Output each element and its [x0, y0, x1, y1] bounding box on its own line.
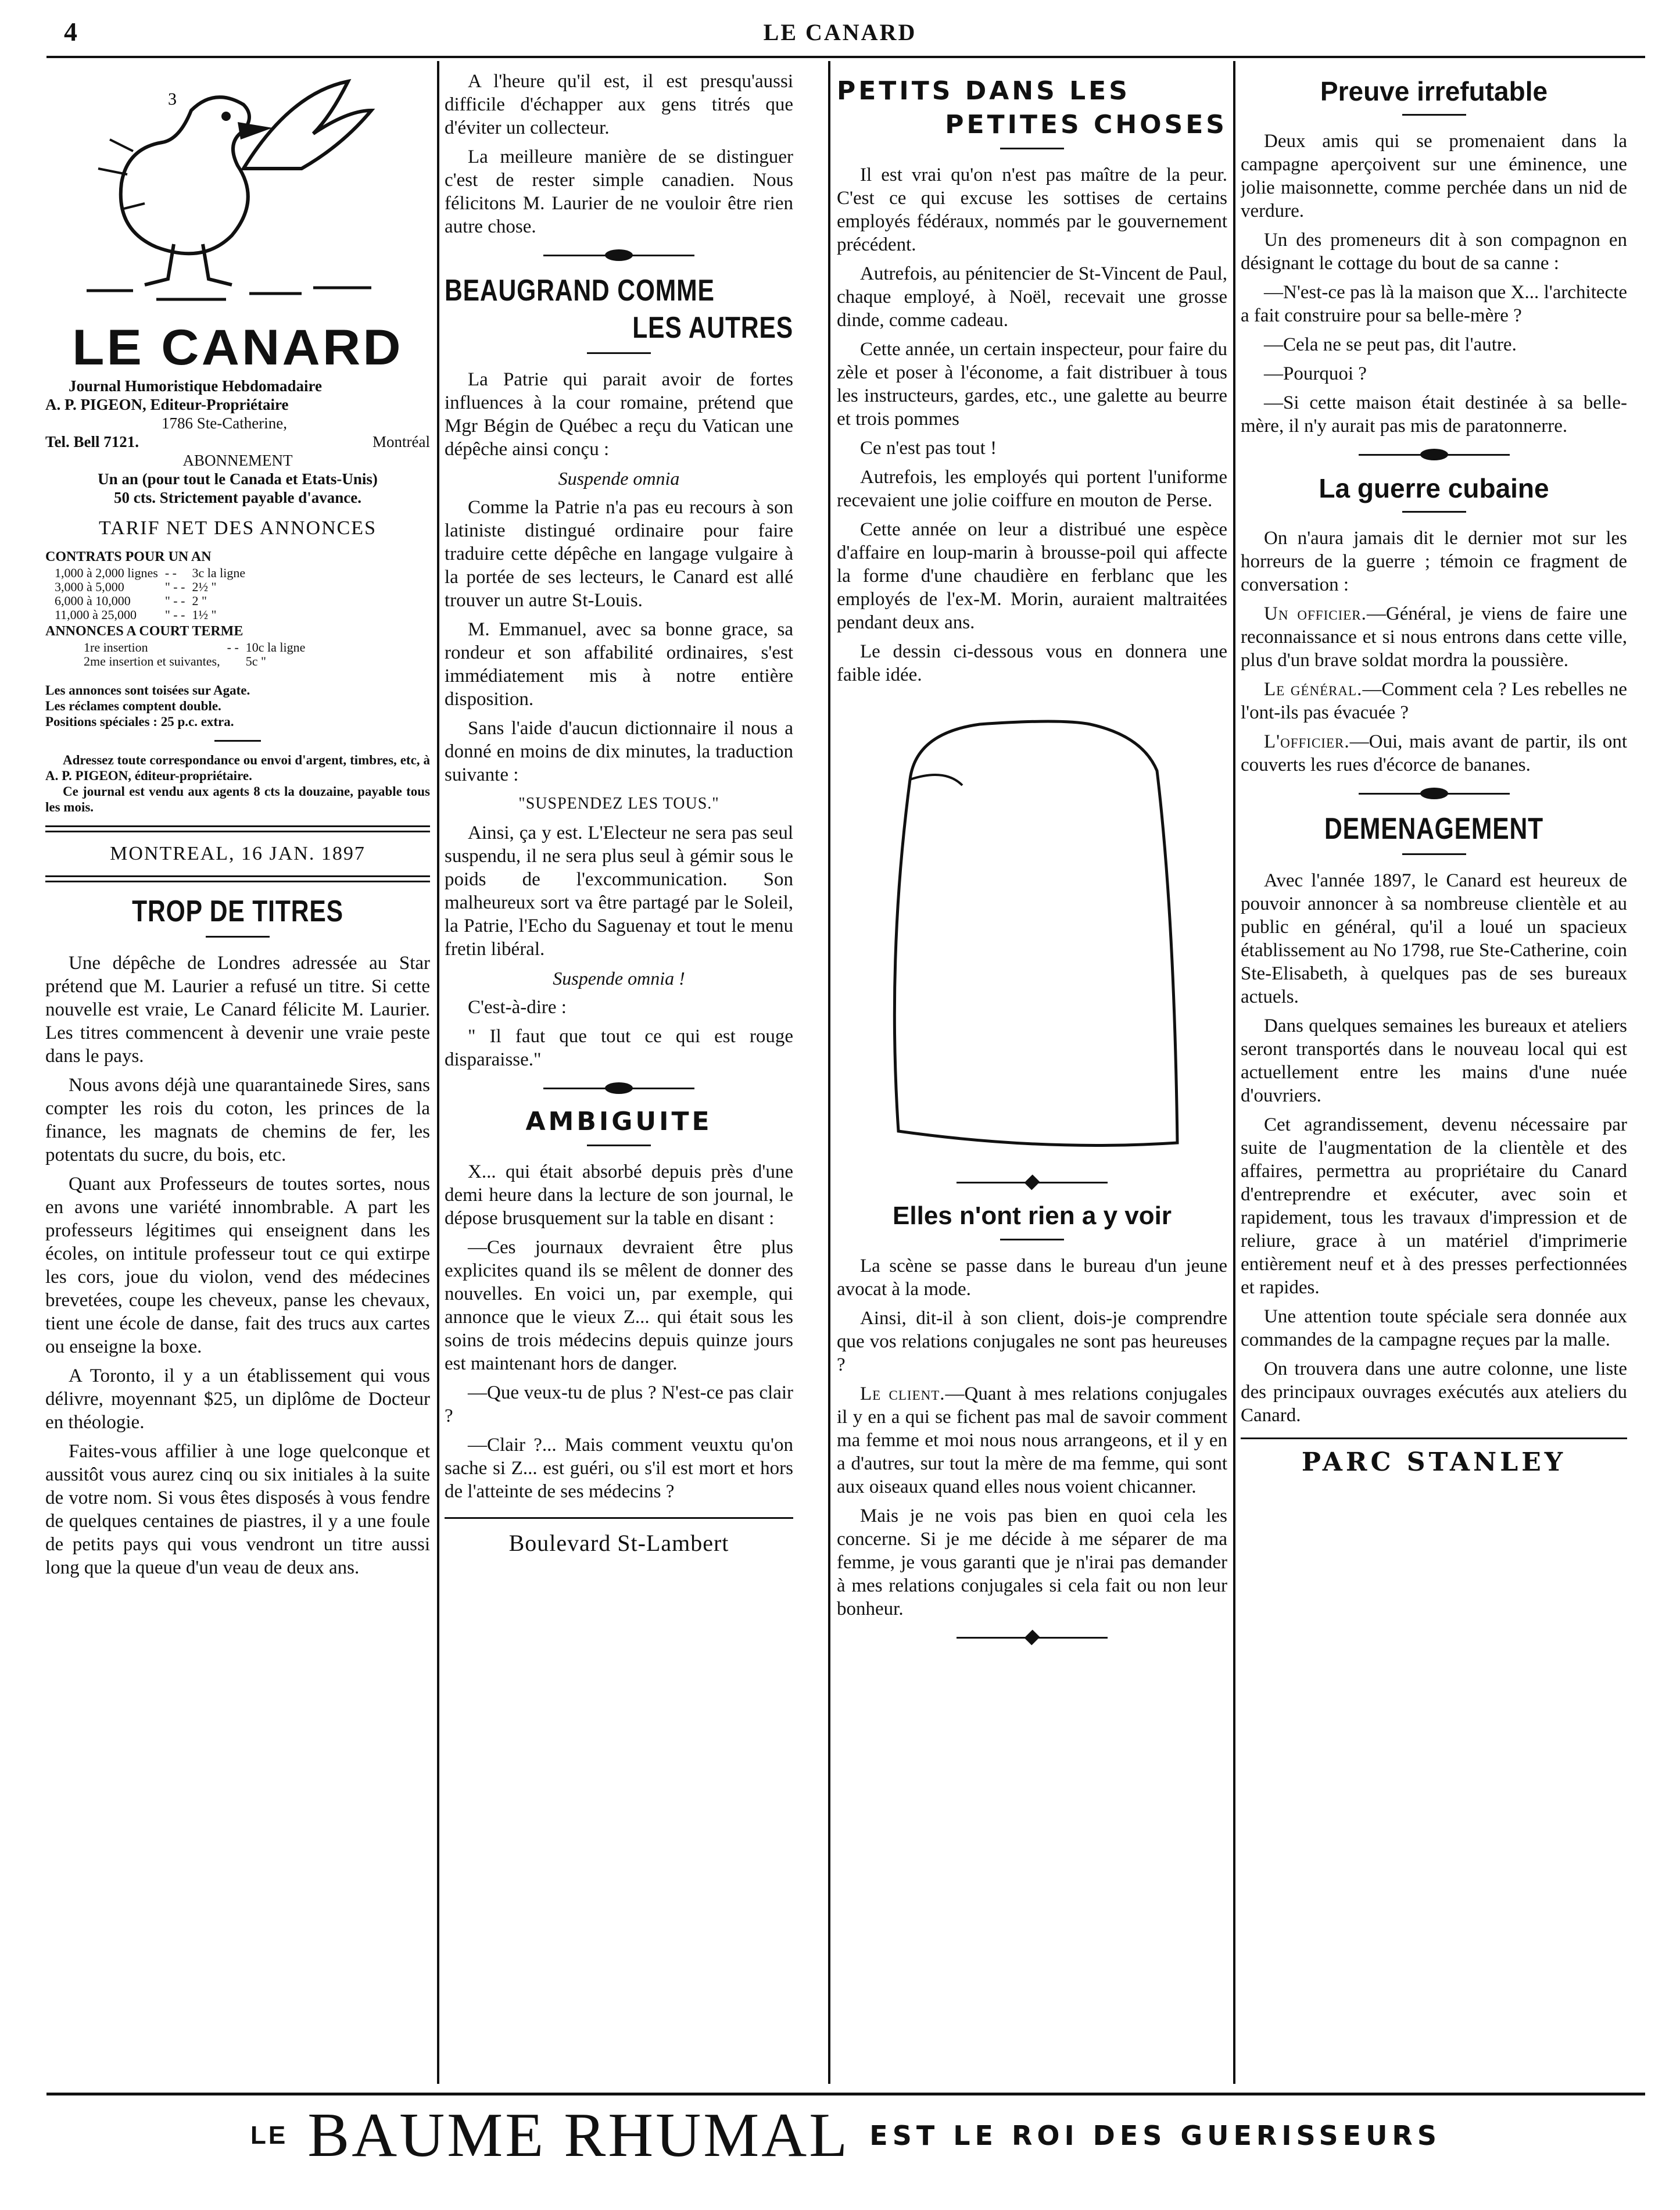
masthead-publisher: A. P. PIGEON, Editeur-Propriétaire: [45, 396, 289, 413]
contrats-title: CONTRATS POUR UN AN: [45, 549, 212, 564]
latin-quote: Suspende omnia !: [553, 968, 685, 989]
running-title: LE CANARD: [763, 19, 917, 45]
ornament-divider: [957, 1630, 1108, 1645]
issue-date: MONTREAL, 16 JAN. 1897: [110, 843, 366, 864]
article-paragraph: X... qui était absorbé depuis près d'une demi heure dans la lecture de son journal, le dépose brusquement sur la table en disant :: [445, 1161, 793, 1229]
article-paragraph: La meilleure manière de se distinguer c'est de rester simple canadien. Nous félicitons M. Laurier de ne vouloir être rien autre chose.: [445, 146, 793, 237]
divider: [206, 936, 270, 938]
divider: [214, 740, 261, 742]
page-number: 4: [64, 17, 77, 47]
header-rule: [46, 56, 1645, 58]
article-title: DEMENAGEMENT: [1324, 812, 1544, 846]
ornament-divider: [1359, 786, 1510, 801]
speaker-label: L'officier.: [1264, 731, 1350, 752]
contrats-table: [51, 566, 249, 622]
article-title: PETITES CHOSES: [945, 110, 1227, 140]
column-footer: Boulevard St-Lambert: [508, 1530, 729, 1556]
article-paragraph: Un des promeneurs dit à son compagnon en désignant le cottage du bout de sa canne :: [1241, 230, 1627, 274]
latin-quote: Suspende omnia: [558, 468, 680, 489]
duck-logo-icon: [52, 70, 424, 314]
article-paragraph: Cette année on leur a distribué une espèce d'affaire en loup-marin à brousse-poil qui affecte la forme d'une chaudière en ferblanc que les employés de l'ex-M. Morin, auraient maltraitées pendant deux ans.: [837, 519, 1227, 633]
divider: [1000, 148, 1064, 149]
table-row: 11,000 à 25,000 " - - 1½ ": [55, 607, 217, 622]
article-title: TROP DE TITRES: [132, 895, 343, 928]
article-title: PETITS DANS LES: [837, 76, 1130, 106]
article-paragraph: Autrefois, les employés qui portent l'uniforme recevaient une jolie coiffure en mouton de Perse.: [837, 467, 1227, 511]
article-title: AMBIGUITE: [525, 1107, 712, 1136]
article-title: BEAUGRAND COMME: [445, 274, 715, 307]
article-paragraph: Le dessin ci-dessous vous en donnera une faible idée.: [837, 641, 1227, 685]
table-row: 1,000 à 2,000 lignes - - 3c la ligne: [55, 566, 246, 580]
article-paragraph: Deux amis qui se promenaient dans la campagne aperçoivent sur une éminence, une jolie maisonnette, comme perchée dans un nid de verdure.: [1241, 131, 1627, 221]
double-rule: [45, 825, 430, 832]
masthead-title: LE CANARD: [72, 320, 403, 376]
table-row: 2me insertion et suivantes, 5c ": [84, 654, 267, 668]
article-paragraph: Mais je ne vois pas bien en quoi cela les concerne. Si je me décide à me séparer de ma femme, je vous garanti que je n'irai pas demander à mes relations conjugales si cela fait ou non leur bonheur.: [837, 1505, 1227, 1619]
article-paragraph: —Cela ne se peut pas, dit l'autre.: [1264, 334, 1517, 355]
article-paragraph: Sans l'aide d'aucun dictionnaire il nous a donné en moins de dix minutes, la traduction suivante :: [445, 718, 793, 785]
article-paragraph: M. Emmanuel, avec sa bonne grace, sa rondeur et son affabilité ordinaires, s'est immédiatement mis à notre entière disposition.: [445, 619, 793, 710]
column-rule: [437, 61, 439, 2084]
court-table: [80, 641, 309, 668]
article-paragraph: —Pourquoi ?: [1264, 363, 1367, 384]
article-title: LES AUTRES: [632, 311, 793, 345]
note: Les réclames comptent double.: [45, 699, 221, 713]
article-paragraph: A l'heure qu'il est, il est presqu'aussi difficile d'échapper aux gens titrés que d'éviter un collecteur.: [445, 71, 793, 138]
article-paragraph: Une attention toute spéciale sera donnée aux commandes de la campagne reçues par la malle.: [1241, 1306, 1627, 1350]
article-title: Elles n'ont rien a y voir: [893, 1201, 1172, 1230]
tarif-title: TARIF NET DES ANNONCES: [99, 517, 377, 539]
column-3: [837, 70, 1227, 2081]
article-paragraph: —Si cette maison était destinée à sa belle-mère, il n'y aurait pas mis de paratonnerre.: [1241, 392, 1627, 437]
column-rule: [828, 61, 830, 2084]
article-paragraph: —Clair ?... Mais comment veuxtu qu'on sache si Z... est guéri, ou s'il est mort et hors de l'atteinte de ses médecins ?: [445, 1435, 793, 1502]
table-row: 3,000 à 5,000 " - - 2½ ": [55, 580, 217, 594]
article-paragraph: Cet agrandissement, devenu nécessaire par suite de l'augmentation de la clientèle et des affaires, permettra au propriétaire du Canard d'entreprendre et exécuter, avec soin et rapidement, tous les travaux d'impression et de reliure, grace à un matériel d'imprimerie entièrement neuf et à des presses perfectionnées et rapides.: [1241, 1114, 1627, 1298]
ornament-divider: [1359, 447, 1510, 462]
column-2: [445, 70, 793, 2081]
bottom-rule: [46, 2093, 1645, 2095]
ornament-divider: [543, 1081, 694, 1096]
ad-slogan: EST LE ROI DES GUERISSEURS: [869, 2120, 1441, 2151]
article-paragraph: —Ces journaux devraient être plus explicites quand ils se mêlent de donner des nouvelles. En voici un, par exemple, qui annonce que le vieux Z... qui était sous les soins de trois médecins depuis quinze jours est maintenant hors de danger.: [445, 1237, 793, 1374]
divider: [587, 352, 651, 354]
ad-prefix: LE: [250, 2121, 288, 2150]
note: Les annonces sont toisées sur Agate.: [45, 683, 250, 698]
article-paragraph: " Il faut que tout ce qui est rouge disparaisse.": [445, 1026, 793, 1070]
article-paragraph: Un officier.—Général, je viens de faire une reconnaissance et si nous entrons dans cette ville, plus d'un brave soldat mordra la poussière.: [1241, 603, 1627, 671]
column-footer: PARC STANLEY: [1301, 1447, 1567, 1477]
speaker-label: Le client.: [860, 1383, 945, 1404]
article-paragraph: La Patrie qui parait avoir de fortes influences à la cour romaine, prétend que Mgr Bégin de Québec a reçu du Vatican une dépêche ainsi conçu :: [445, 369, 793, 460]
double-rule: [45, 875, 430, 882]
article-paragraph: Cette année, un certain inspecteur, pour faire du zèle et poser à l'économe, a fait distribuer à tous les instructeurs, gardes, etc., une galette au beurre et trois pommes: [837, 339, 1227, 430]
article-paragraph: La scène se passe dans le bureau d'un jeune avocat à la mode.: [837, 1256, 1227, 1300]
article-paragraph: —N'est-ce pas là la maison que X... l'architecte a fait construire pour sa belle-mère ?: [1241, 282, 1627, 326]
speaker-label: Le général.: [1264, 679, 1363, 700]
correspondance-notice: Adressez toute correspondance ou envoi d'argent, timbres, etc, à A. P. PIGEON, éditeur-propriétaire.: [45, 753, 430, 783]
svg-text:3: 3: [168, 90, 177, 109]
article-paragraph: Autrefois, au pénitencier de St-Vincent de Paul, chaque employé, à Noël, recevait une grosse dinde, comme cadeau.: [837, 263, 1227, 331]
rule: [1241, 1437, 1627, 1439]
divider: [1000, 1239, 1064, 1240]
article-paragraph: Ce n'est pas tout !: [860, 438, 997, 459]
divider: [587, 1145, 651, 1146]
article-paragraph: Faites-vous affilier à une loge quelconque et aussitôt vous aurez cinq ou six initiales à la suite de votre nom. Si vous êtes disposés à vous fendre de quelques centaines de piastres, il y a une foule de petits pays qui vous vendront un titre aussi long que la queue d'un veau de deux ans.: [45, 1441, 430, 1578]
ornament-divider: [543, 248, 694, 263]
column-rule: [1233, 61, 1235, 2084]
article-paragraph: Comme la Patrie n'a pas eu recours à son latiniste distingué ordinaire pour faire traduire cette dépêche en langage vulgaire à la portée de ses lecteurs, le Canard est allé trouver un autre St-Louis.: [445, 497, 793, 611]
article-paragraph: On n'aura jamais dit le dernier mot sur les horreurs de la guerre ; témoin ce fragment de conversation :: [1241, 528, 1627, 595]
article-paragraph: Ainsi, dit-il à son client, dois-je comprendre que vos relations conjugales ne sont pas heureuses ?: [837, 1308, 1227, 1375]
ornament-divider: [957, 1175, 1108, 1190]
abonnement-line-2: 50 cts. Strictement payable d'avance.: [114, 489, 361, 506]
masthead-city: Montréal: [372, 433, 430, 450]
divider: [1402, 114, 1466, 116]
article-paragraph: Dans quelques semaines les bureaux et ateliers seront transportés dans le nouveau local qui est actuellement entre les mains d'une nuée d'ouvriers.: [1241, 1015, 1627, 1106]
abonnement-title: ABONNEMENT: [182, 452, 293, 469]
agents-notice: Ce journal est vendu aux agents 8 cts la douzaine, payable tous les mois.: [45, 784, 430, 814]
translation-quote: "SUSPENDEZ LES TOUS.": [518, 795, 719, 813]
masthead-address: 1786 Ste-Catherine,: [162, 414, 287, 432]
article-paragraph: A Toronto, il y a un établissement qui vous délivre, moyennant $25, un diplôme de Docteur en théologie.: [45, 1365, 430, 1433]
note: Positions spéciales : 25 p.c. extra.: [45, 714, 234, 729]
court-title: ANNONCES A COURT TERME: [45, 624, 243, 639]
article-paragraph: —Que veux-tu de plus ? N'est-ce pas clair ?: [445, 1382, 793, 1426]
article-paragraph: L'officier.—Oui, mais avant de partir, ils ont couverts les rues d'écorce de bananes.: [1241, 731, 1627, 775]
article-paragraph: Ainsi, ça y est. L'Electeur ne sera pas seul suspendu, il ne sera plus seul à gémir sous le poids de l'excommunication. Son malheureux sort va être partagé par le Soleil, la Patrie, l'Echo du Saguenay et tout le menu fretin libéral.: [445, 823, 793, 960]
article-title: La guerre cubaine: [1319, 473, 1549, 503]
table-row: 1re insertion - - 10c la ligne: [84, 640, 306, 655]
article-paragraph: C'est-à-dire :: [468, 997, 567, 1018]
article-paragraph: Une dépêche de Londres adressée au Star prétend que M. Laurier a refusé un titre. Si cette nouvelle est vraie, Le Canard félicite M. Laurier. Les titres commencent à devenir une vraie peste dans le pays.: [45, 953, 430, 1067]
column-1: [45, 70, 430, 2081]
article-paragraph: Avec l'année 1897, le Canard est heureux de pouvoir annoncer à sa nombreuse clientèle et au public en général, qu'il a loué un spacieux établissement au No 1798, rue Ste-Catherine, coin Ste-Elisabeth, à quelques pas de ses bureaux actuels.: [1241, 870, 1627, 1007]
article-paragraph: Le client.—Quant à mes relations conjugales il y en a qui se fichent pas mal de savoir comment ma femme et moi nous nous arrangeons, et il y en a d'autres, sur tout la mère de ma femme, qui sont aux oiseaux quand elles nous voient chicanner.: [837, 1383, 1227, 1497]
article-paragraph: On trouvera dans une autre colonne, une liste des principaux ouvrages exécutés aux ateliers du Canard.: [1241, 1358, 1627, 1426]
divider: [1402, 853, 1466, 855]
article-paragraph: Nous avons déjà une quarantainede Sires, sans compter les rois du coton, les princes de la finance, les magnats de chemins de fer, les potentats du sucre, du bois, etc.: [45, 1075, 430, 1165]
masthead-subtitle: Journal Humoristique Hebdomadaire: [69, 377, 323, 395]
column-4: [1241, 70, 1627, 2081]
article-paragraph: Le général.—Comment cela ? Les rebelles ne l'ont-ils pas évacuée ?: [1241, 679, 1627, 723]
abonnement-line-1: Un an (pour tout le Canada et Etats-Unis): [98, 470, 378, 488]
advertisement-banner: [46, 2100, 1645, 2187]
article-paragraph: Il est vrai qu'on n'est pas maître de la peur. C'est ce qui excuse les sottises de certains employés fédéraux, nommés par le gouvernement précédent.: [837, 165, 1227, 255]
table-row: 6,000 à 10,000 " - - 2 ": [55, 593, 207, 608]
article-paragraph: Quant aux Professeurs de toutes sortes, nous en avons une variété innombrable. A part les professeurs légitimes qui enseignent dans les écoles, on intitule professeur tout ce qui extirpe les cors, joue du violon, vend des médecines brevetées, coupe les cheveux, panse les chevaux, tient une école de danse, fait des trucs aux cartes ou enseigne la boxe.: [45, 1174, 430, 1357]
divider: [1402, 511, 1466, 513]
ad-product-name: BAUME RHUMAL: [307, 2101, 850, 2170]
masthead-contact: [45, 432, 430, 451]
running-head: [58, 10, 1622, 51]
speaker-label: Un officier.: [1264, 603, 1367, 624]
rule: [445, 1517, 793, 1519]
masthead-tel: Tel. Bell 7121.: [45, 433, 139, 450]
article-title: Preuve irrefutable: [1320, 76, 1548, 106]
fur-cap-drawing-icon: [858, 710, 1206, 1163]
